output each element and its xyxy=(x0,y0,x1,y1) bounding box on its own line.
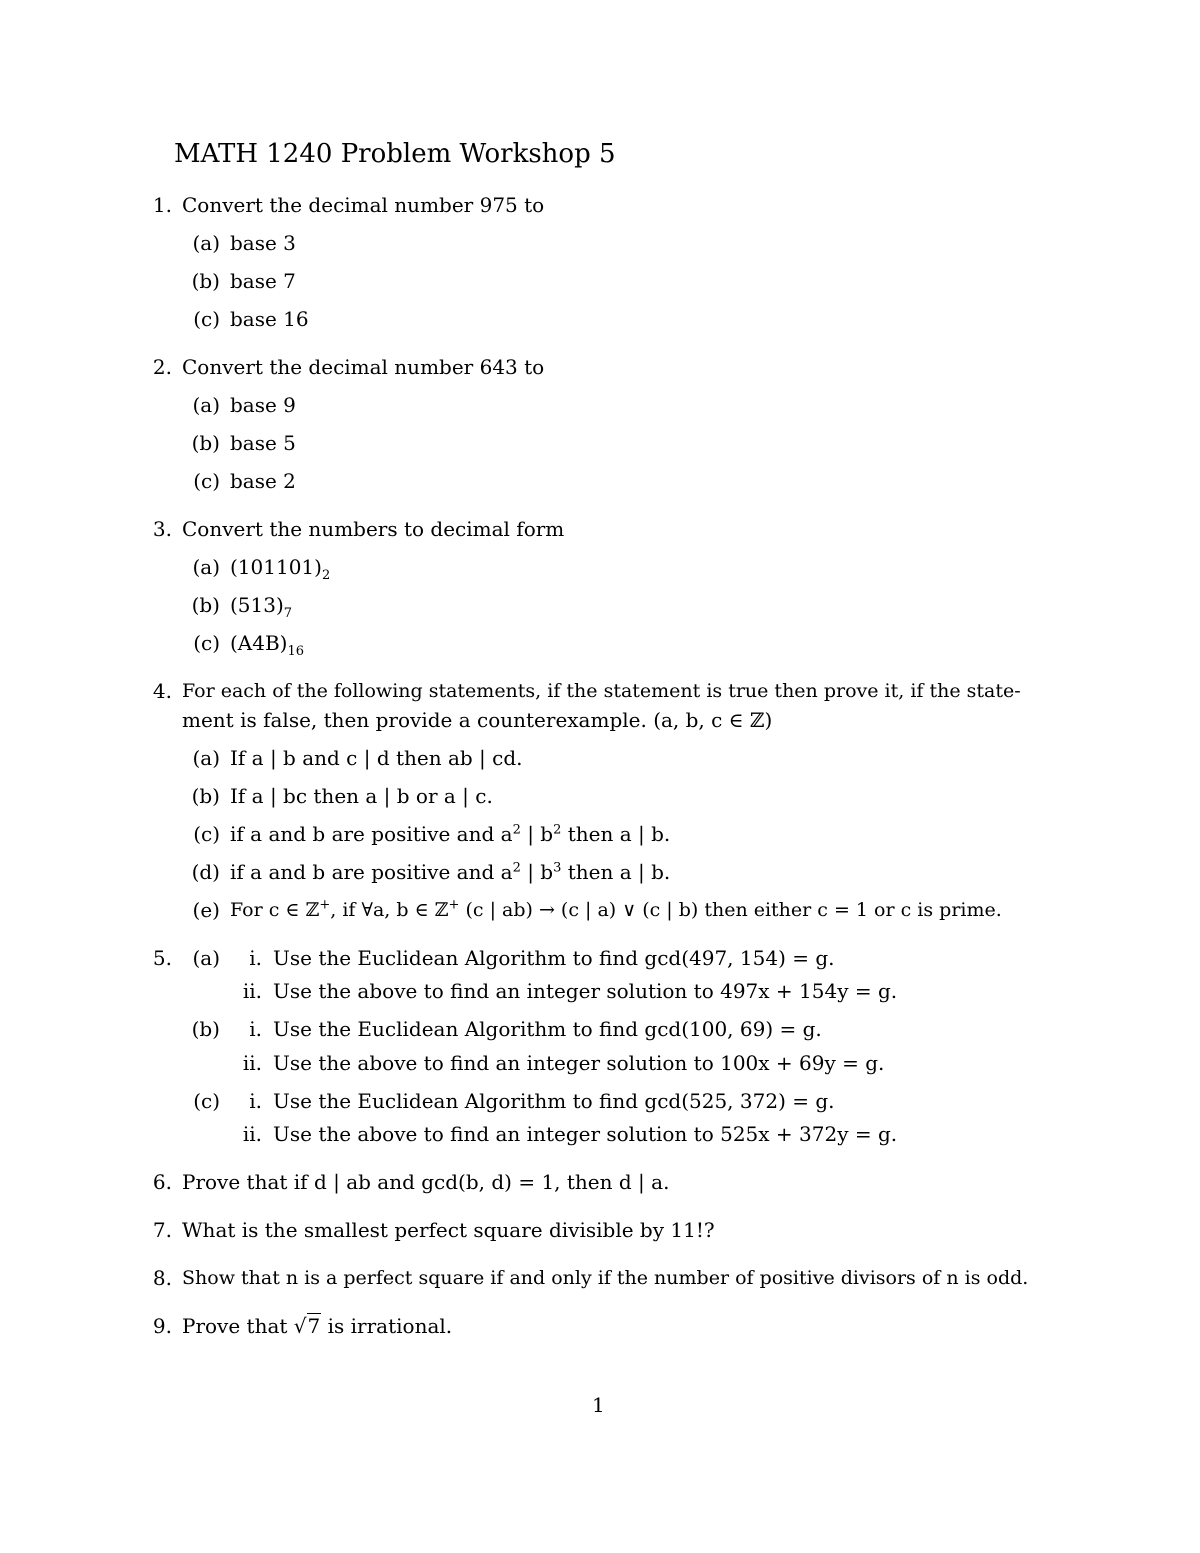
problem-text: Convert the decimal number 975 to xyxy=(182,193,545,217)
problem-text: ment is false, then provide a counterexample. (a, b, c ∈ ℤ) xyxy=(182,708,773,732)
part-label: (c) xyxy=(193,822,220,846)
problem-number: 1. xyxy=(152,193,172,217)
part-label: (a) xyxy=(192,393,220,417)
part-label: (d) xyxy=(191,860,220,884)
part-text: If a | b and c | d then ab | cd. xyxy=(230,746,523,770)
part-label: (b) xyxy=(191,593,220,617)
roman-label: ii. xyxy=(242,1122,262,1146)
part-label: (a) xyxy=(192,231,220,255)
problem-text: What is the smallest perfect square divisible by 11!? xyxy=(182,1218,715,1242)
part-text: $(513)_7$ xyxy=(230,593,293,621)
part-text: $(101101)_2$ xyxy=(230,555,331,583)
problem-number: 2. xyxy=(152,355,172,379)
part-label: (c) xyxy=(193,307,220,331)
problem-number: 7. xyxy=(152,1218,172,1242)
problem-number: 8. xyxy=(152,1266,172,1290)
item-text: Use the Euclidean Algorithm to find gcd(525, 372) = g. xyxy=(273,1089,835,1113)
part-label: (c) xyxy=(193,1089,220,1113)
item-text: Use the Euclidean Algorithm to find gcd(497, 154) = g. xyxy=(273,946,835,970)
problem-text: Convert the decimal number 643 to xyxy=(182,355,545,379)
part-label: (a) xyxy=(192,946,220,970)
problem-text: Convert the numbers to decimal form xyxy=(182,517,565,541)
roman-label: i. xyxy=(249,1089,262,1113)
problem-number: 5. xyxy=(152,946,172,970)
part-text: base 9 xyxy=(230,393,296,417)
sqrt-symbol: √7 xyxy=(293,1314,321,1338)
part-label: (c) xyxy=(193,469,220,493)
roman-label: i. xyxy=(249,946,262,970)
part-label: (e) xyxy=(192,898,220,922)
problem-number: 4. xyxy=(152,679,172,703)
problem-number: 9. xyxy=(152,1314,172,1338)
part-text: base 16 xyxy=(230,307,309,331)
part-text: $(A4B)_{16}$ xyxy=(230,631,305,659)
problem-text: Prove that if d | ab and gcd(b, d) = 1, then d | a. xyxy=(182,1170,670,1194)
part-text: base 5 xyxy=(230,431,296,455)
part-label: (a) xyxy=(192,555,220,579)
item-text: Use the above to find an integer solution to 525x + 372y = g. xyxy=(273,1122,898,1146)
part-label: (b) xyxy=(191,269,220,293)
roman-label: i. xyxy=(249,1017,262,1041)
problem-number: 3. xyxy=(152,517,172,541)
item-text: Use the above to find an integer solution to 100x + 69y = g. xyxy=(273,1051,885,1075)
part-text: If a | bc then a | b or a | c. xyxy=(230,784,493,808)
page-title: MATH 1240 Problem Workshop 5 xyxy=(174,139,616,169)
part-text: base 2 xyxy=(230,469,296,493)
problem-number: 6. xyxy=(152,1170,172,1194)
item-text: Use the above to find an integer solution to 497x + 154y = g. xyxy=(273,979,898,1003)
part-text: For c ∈ ℤ+, if ∀a, b ∈ ℤ+ (c | ab) → (c | a) ∨ (c | b) then either c = 1 or c is prime. xyxy=(230,897,1002,921)
part-text: if a and b are positive and $a^2$ | $b^2$ then a | b. xyxy=(230,822,671,846)
roman-label: ii. xyxy=(242,979,262,1003)
part-label: (c) xyxy=(193,631,220,655)
roman-label: ii. xyxy=(242,1051,262,1075)
part-text: base 7 xyxy=(230,269,296,293)
part-label: (a) xyxy=(192,746,220,770)
page-number: 1 xyxy=(592,1393,605,1417)
part-label: (b) xyxy=(191,431,220,455)
problem-text: Show that n is a perfect square if and only if the number of positive divisors of n is odd. xyxy=(182,1267,1029,1289)
item-text: Use the Euclidean Algorithm to find gcd(100, 69) = g. xyxy=(273,1017,822,1041)
problem-text: Prove that √7 is irrational. xyxy=(182,1314,453,1338)
part-label: (b) xyxy=(191,1017,220,1041)
part-label: (b) xyxy=(191,784,220,808)
problem-text: For each of the following statements, if the statement is true then prove it, if the state- xyxy=(182,680,1021,702)
part-text: base 3 xyxy=(230,231,296,255)
part-text: if a and b are positive and $a^2$ | $b^3$ then a | b. xyxy=(230,860,671,884)
